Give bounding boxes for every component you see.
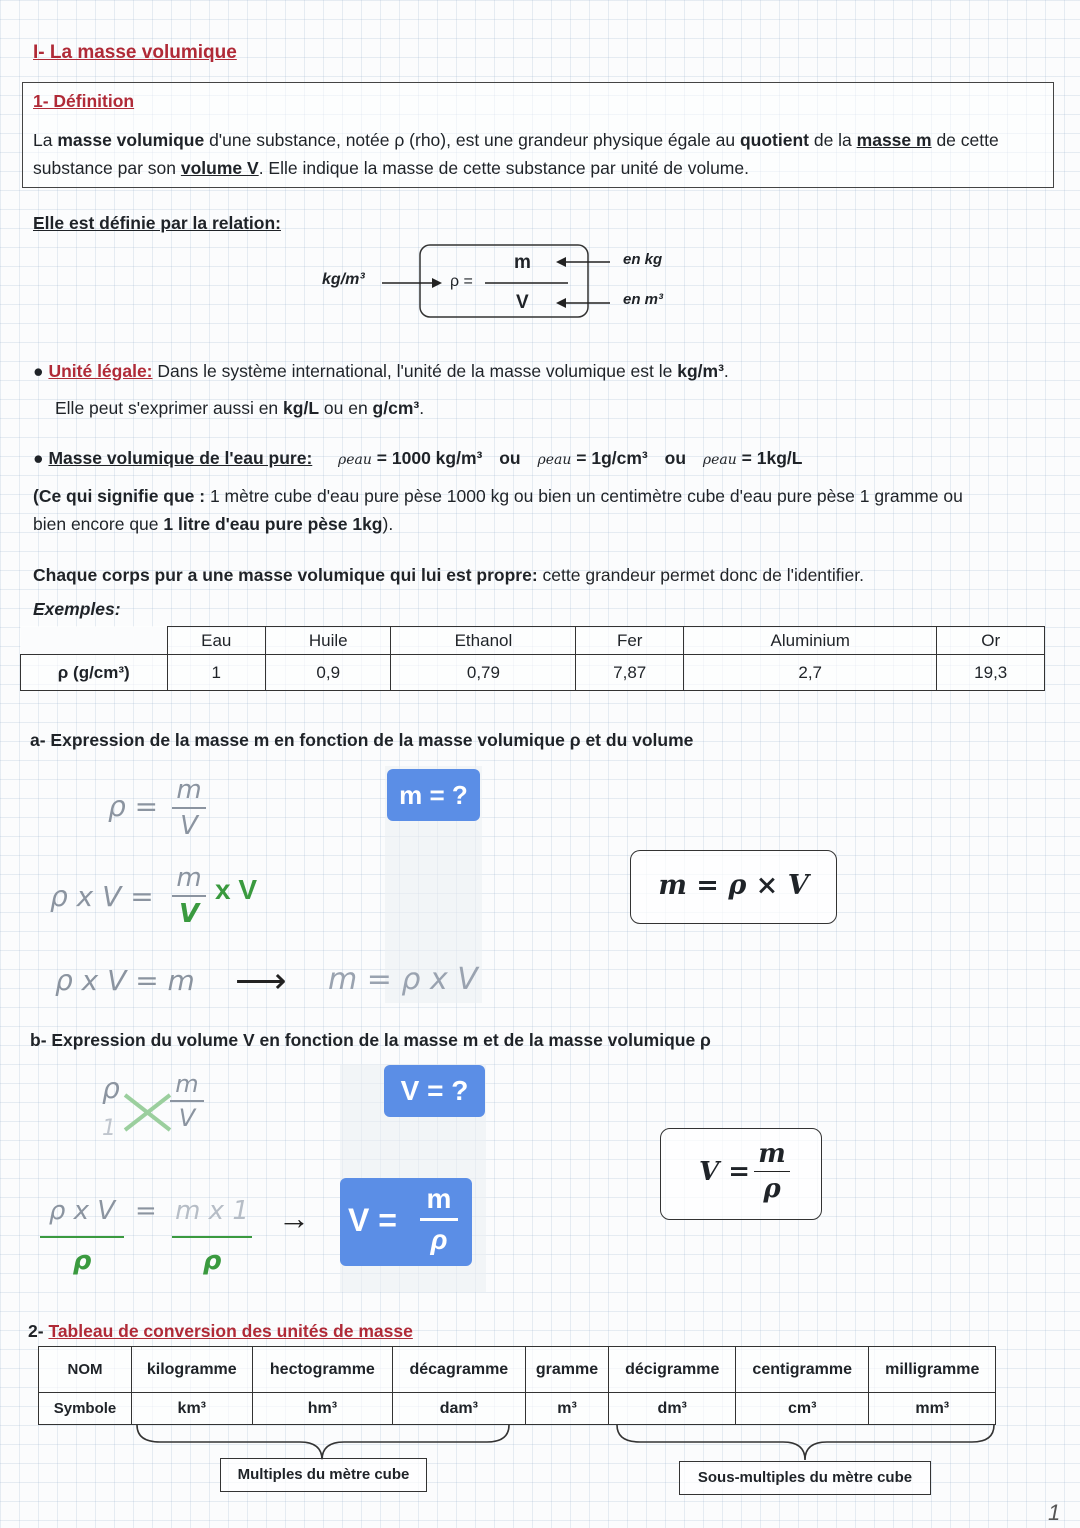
unit-name: gramme <box>525 1347 609 1393</box>
cross-one: 1 <box>102 1116 116 1141</box>
eau-pure-explanation-1: (Ce qui signifie que : 1 mètre cube d'eau pure pèse 1000 kg ou bien un centimètre cube d'eau pure pèse 1 gramme ou <box>33 486 963 506</box>
table-header: Huile <box>266 627 391 655</box>
bullet: ● <box>33 448 44 468</box>
step-2: ρ x V = <box>50 880 154 913</box>
definition-line-2: substance par son volume V. Elle indique la masse de cette substance par unité de volume. <box>33 158 749 178</box>
step-3: ρ x V = m <box>55 964 195 997</box>
step-b2-arrow: → <box>278 1200 310 1236</box>
relation-formula <box>310 240 690 325</box>
cross-multiply-icon <box>120 1090 175 1135</box>
v-question-badge: V = ? <box>384 1065 485 1117</box>
sous-multiples-brace <box>617 1425 994 1460</box>
exemples-table <box>20 626 1045 691</box>
table-header: Or <box>937 627 1045 655</box>
cross-rho: ρ <box>102 1072 120 1105</box>
relation-label: Elle est définie par la relation: <box>33 213 281 233</box>
table-header: Aluminium <box>683 627 936 655</box>
relation-v: V <box>516 292 529 313</box>
step-b2-lhs: ρ x V ρ <box>40 1196 124 1276</box>
m-question-badge: m = ? <box>387 769 480 821</box>
conversion-name-row <box>39 1347 996 1393</box>
blue-fraction: m ρ <box>420 1180 458 1259</box>
unit-name: décigramme <box>609 1347 735 1393</box>
eau-pure-explanation-2: bien encore que 1 litre d'eau pure pèse 1kg). <box>33 514 394 534</box>
v-formula-box <box>660 1128 822 1220</box>
table-cell: 7,87 <box>576 655 684 691</box>
v-formula-fraction: m ρ <box>754 1137 790 1206</box>
step-3-result: m = ρ x V <box>328 962 478 997</box>
cross-fraction: m V <box>170 1070 204 1132</box>
part-b-title: b- Expression du volume V en fonction de la masse m et de la masse volumique ρ <box>30 1030 711 1050</box>
row-label: ρ (g/cm³) <box>21 655 168 691</box>
grouping-braces <box>0 1420 1080 1465</box>
table-header: Eau <box>167 627 266 655</box>
unit-symbol: dam³ <box>393 1393 525 1425</box>
step-1-fraction: m V <box>172 775 206 841</box>
unit-v-label: en m³ <box>623 291 664 308</box>
v-formula-lhs: V = <box>699 1157 751 1187</box>
unite-legale-line-2: Elle peut s'exprimer aussi en kg/L ou en g/cm³. <box>55 398 425 418</box>
table-cell: 1 <box>167 655 266 691</box>
unit-name: décagramme <box>393 1347 525 1393</box>
definition-heading: 1- Définition <box>33 91 135 111</box>
unit-m-label: en kg <box>623 251 663 268</box>
step-b2-eq: = <box>135 1196 157 1226</box>
definition-line-1: La masse volumique d'une substance, notée ρ (rho), est une grandeur physique égale au quotient de la masse m de cette <box>33 130 999 150</box>
table-cell: 0,79 <box>391 655 576 691</box>
conversion-title: 2- Tableau de conversion des unités de masse <box>28 1321 413 1341</box>
page-number: 1 <box>1048 1500 1061 1525</box>
step-3-arrow: ⟶ <box>235 960 287 1001</box>
multiples-label: Multiples du mètre cube <box>220 1458 427 1492</box>
unit-rho-label: kg/m³ <box>322 271 365 288</box>
rho-equals: ρ = <box>450 273 473 290</box>
step-2-times-v: x V <box>215 874 258 905</box>
corps-pur-line: Chaque corps pur a une masse volumique qui lui est propre: cette grandeur permet donc de l'identifier. <box>33 565 865 585</box>
unit-name: milligramme <box>869 1347 996 1393</box>
sous-multiples-label: Sous-multiples du mètre cube <box>679 1461 931 1495</box>
unit-symbol: m³ <box>525 1393 609 1425</box>
step-b2-rhs: m x 1 ρ <box>172 1196 252 1276</box>
unite-legale-line-1: ● Unité légale: Dans le système international, l'unité de la masse volumique est le kg/m³. <box>33 361 729 381</box>
empty-cell <box>21 627 168 655</box>
row-label: NOM <box>39 1347 132 1393</box>
m-formula-box: m = ρ × V <box>630 850 837 924</box>
exemples-header-row <box>21 627 1045 655</box>
row-label: Symbole <box>39 1393 132 1425</box>
unit-name: centigramme <box>735 1347 869 1393</box>
section-title: I- La masse volumique <box>33 42 237 63</box>
step-2-fraction: m V <box>172 863 206 929</box>
unit-name: hectogramme <box>252 1347 393 1393</box>
step-1: ρ = <box>108 790 159 823</box>
unit-symbol: km³ <box>132 1393 253 1425</box>
eau-pure-line: ● Masse volumique de l'eau pure: ρeau = 1000 kg/m³ ou ρeau = 1g/cm³ ou ρeau = 1kg/L <box>33 448 803 468</box>
table-header: Fer <box>576 627 684 655</box>
blue-v-lhs: V = <box>348 1202 397 1238</box>
bullet: ● <box>33 361 44 381</box>
unit-symbol: dm³ <box>609 1393 735 1425</box>
table-cell: 19,3 <box>937 655 1045 691</box>
unit-symbol: mm³ <box>869 1393 996 1425</box>
unit-name: kilogramme <box>132 1347 253 1393</box>
table-cell: 2,7 <box>683 655 936 691</box>
relation-m: m <box>514 252 531 273</box>
unit-symbol: hm³ <box>252 1393 393 1425</box>
exemples-label: Exemples: <box>33 599 121 619</box>
conversion-table <box>38 1346 996 1425</box>
table-cell: 0,9 <box>266 655 391 691</box>
v-result-badge <box>340 1178 472 1266</box>
part-a-title: a- Expression de la masse m en fonction de la masse volumique ρ et du volume <box>30 730 694 750</box>
table-header: Ethanol <box>391 627 576 655</box>
multiples-brace <box>137 1425 509 1460</box>
exemples-value-row <box>21 655 1045 691</box>
unit-symbol: cm³ <box>735 1393 869 1425</box>
